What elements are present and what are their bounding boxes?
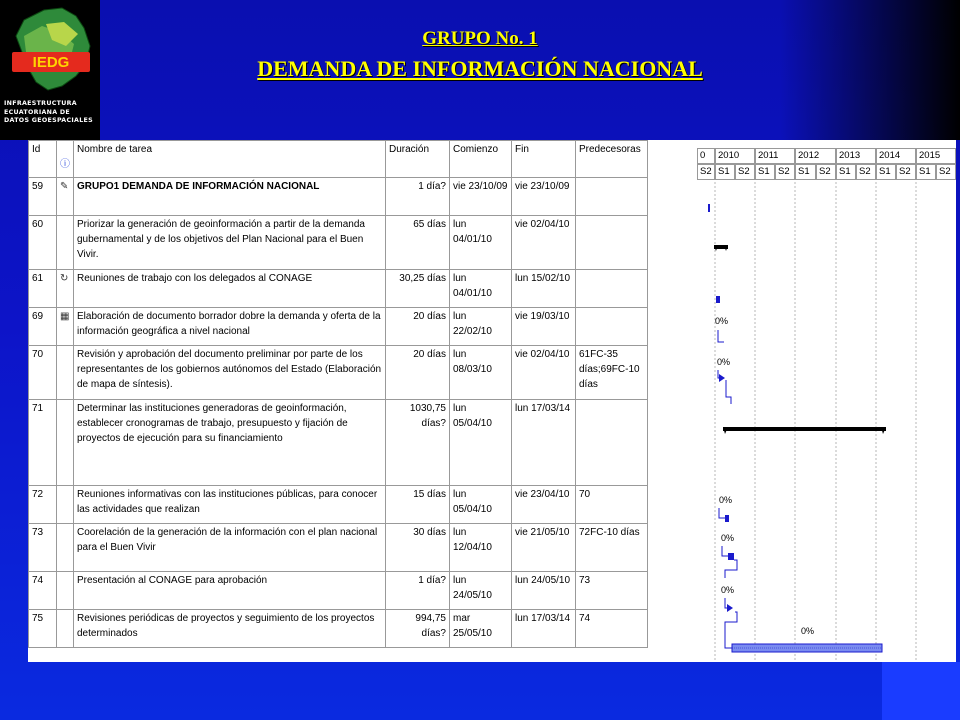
task-name[interactable]: Presentación al CONAGE para aprobación [74,572,386,610]
task-start[interactable]: lun 05/04/10 [450,486,512,524]
half-cell: S1 [836,164,856,180]
progress-label: 0% [801,626,815,636]
task-duration[interactable]: 1 día? [386,572,450,610]
task-duration[interactable]: 1030,75 días? [386,400,450,486]
task-table [28,140,648,648]
progress-label: 0% [719,495,733,505]
task-id: 71 [29,400,57,486]
task-duration[interactable]: 20 días [386,308,450,346]
arrow-head-icon [727,604,733,612]
link-line [726,380,731,404]
link-arrow [718,330,724,342]
table-row[interactable] [29,610,648,648]
note-icon: ✎ [60,181,69,192]
task-start[interactable]: lun 24/05/10 [450,572,512,610]
task-start[interactable]: mar 25/05/10 [450,610,512,648]
progress-label: 0% [715,316,729,326]
year-cell: 2010 [715,148,755,164]
task-start[interactable]: lun 08/03/10 [450,346,512,400]
task-duration[interactable]: 20 días [386,346,450,400]
half-cell: S2 [775,164,795,180]
task-id: 74 [29,572,57,610]
task-start[interactable]: lun 04/01/10 [450,216,512,270]
progress-label: 0% [721,585,735,595]
task-predecessors[interactable]: 72FC-10 días [576,524,648,572]
ecuador-map-icon [6,6,96,92]
gantt-bar-73[interactable] [728,553,734,560]
header-predecessors[interactable]: Predecesoras [576,141,648,178]
timescale-years [697,148,956,164]
logo-letters: IEDG [32,54,70,71]
task-finish[interactable]: lun 24/05/10 [512,572,576,610]
progress-label: 0% [717,357,731,367]
half-cell: S2 [856,164,876,180]
task-predecessors[interactable] [576,178,648,216]
gantt-view [28,140,956,662]
gantt-summary-60[interactable] [714,245,728,251]
task-id: 72 [29,486,57,524]
logo-caption [4,100,98,126]
table-row[interactable] [29,216,648,270]
half-cell: S2 [816,164,836,180]
task-name[interactable]: Priorizar la generación de geoinformación a partir de la demanda gubernamental y de los objetivos del Plan Nacional para el Buen Vivir. [74,216,386,270]
task-finish[interactable]: vie 02/04/10 [512,216,576,270]
recurring-task-icon: ↻ [60,273,69,284]
half-cell: S2 [936,164,956,180]
task-name[interactable]: Reuniones de trabajo con los delegados al CONAGE [74,270,386,308]
task-finish[interactable]: vie 02/04/10 [512,346,576,400]
table-row[interactable] [29,572,648,610]
year-gridlines [715,182,916,662]
gantt-bar-61[interactable] [716,296,720,303]
task-predecessors[interactable]: 74 [576,610,648,648]
table-row[interactable] [29,346,648,400]
year-cell: 2013 [836,148,876,164]
year-cell: 0 [697,148,715,164]
task-predecessors[interactable]: 70 [576,486,648,524]
task-finish[interactable]: vie 23/10/09 [512,178,576,216]
task-id: 75 [29,610,57,648]
half-cell: S2 [735,164,755,180]
header-duration[interactable]: Duración [386,141,450,178]
table-row[interactable] [29,270,648,308]
task-finish[interactable]: lun 17/03/14 [512,610,576,648]
task-name[interactable]: Revisiones periódicas de proyectos y seguimiento de los proyectos determinados [74,610,386,648]
header-start[interactable]: Comienzo [450,141,512,178]
link-arrow [719,508,725,518]
year-cell: 2014 [876,148,916,164]
task-finish[interactable]: vie 19/03/10 [512,308,576,346]
header-finish[interactable]: Fin [512,141,576,178]
task-start[interactable]: lun 12/04/10 [450,524,512,572]
half-cell: S1 [876,164,896,180]
link-line [725,612,737,648]
table-row[interactable] [29,178,648,216]
half-cell: S2 [896,164,916,180]
task-predecessors[interactable] [576,400,648,486]
arrow-head-icon [719,374,725,382]
calendar-icon: ▦ [60,311,70,322]
task-finish[interactable]: vie 21/05/10 [512,524,576,572]
half-cell: S1 [755,164,775,180]
link-line [725,560,737,578]
info-icon: ⓘ [60,159,70,170]
header-task-name[interactable]: Nombre de tarea [74,141,386,178]
task-start[interactable]: lun 22/02/10 [450,308,512,346]
link-arrow [722,546,728,556]
task-name[interactable]: Reuniones informativas con las instituciones públicas, para conocer las actividades que realizan [74,486,386,524]
gantt-timescale [697,148,956,182]
task-duration[interactable]: 65 días [386,216,450,270]
table-row[interactable] [29,524,648,572]
header-indicators[interactable] [57,141,74,178]
task-id: 61 [29,270,57,308]
task-start[interactable]: vie 23/10/09 [450,178,512,216]
task-duration[interactable]: 30 días [386,524,450,572]
task-id: 70 [29,346,57,400]
task-finish[interactable]: lun 17/03/14 [512,400,576,486]
task-id: 59 [29,178,57,216]
table-header-row [29,141,648,178]
task-predecessors[interactable]: 73 [576,572,648,610]
progress-label: 0% [721,533,735,543]
task-duration[interactable]: 1 día? [386,178,450,216]
task-id: 60 [29,216,57,270]
header-id[interactable]: Id [29,141,57,178]
slide-title-line-2: DEMANDA DE INFORMACIÓN NACIONAL [257,56,703,81]
year-cell: 2012 [795,148,836,164]
logo-line-3: DATOS GEOESPACIALES [4,117,93,124]
task-name[interactable]: Coorelación de la generación de la información con el plan nacional para el Buen Vivir [74,524,386,572]
task-duration[interactable]: 30,25 días [386,270,450,308]
logo-line-2: ECUATORIANA DE [4,108,71,116]
table-row[interactable] [29,308,648,346]
task-predecessors[interactable] [576,216,648,270]
task-start[interactable]: lun 04/01/10 [450,270,512,308]
gantt-chart [697,182,956,662]
gantt-milestone-59[interactable] [708,204,710,212]
task-predecessors[interactable] [576,270,648,308]
task-name[interactable]: Revisión y aprobación del documento preliminar por parte de los representantes de los gobiernos autónomos del Estado (Elaboración de mapa de síntesis). [74,346,386,400]
slide-title-line-1: GRUPO No. 1 [422,28,538,49]
task-finish[interactable]: lun 15/02/10 [512,270,576,308]
year-cell: 2011 [755,148,795,164]
task-name[interactable]: Elaboración de documento borrador dobre la demanda y oferta de la información geográfica a nivel nacional [74,308,386,346]
task-id: 73 [29,524,57,572]
half-cell: S2 [697,164,715,180]
task-duration[interactable]: 15 días [386,486,450,524]
half-cell: S1 [715,164,735,180]
timescale-halves [697,164,956,180]
task-name[interactable]: GRUPO1 DEMANDA DE INFORMACIÓN NACIONAL [74,178,386,216]
task-predecessors[interactable]: 61FC-35 días;69FC-10 días [576,346,648,400]
task-finish[interactable]: vie 23/04/10 [512,486,576,524]
gantt-bar-72[interactable] [725,515,729,522]
task-name[interactable]: Determinar las instituciones generadoras de geoinformación, establecer cronogramas de trabajo, presupuesto y fijación de proyectos de ejecución para su financiamiento [74,400,386,486]
half-cell: S1 [795,164,816,180]
task-duration[interactable]: 994,75 días? [386,610,450,648]
task-id: 69 [29,308,57,346]
half-cell: S1 [916,164,936,180]
gantt-summary-71[interactable] [723,427,886,434]
decorative-corner-box [882,662,960,720]
task-start[interactable]: lun 05/04/10 [450,400,512,486]
table-row[interactable] [29,400,648,486]
iedg-logo [0,0,100,140]
logo-line-1: INFRAESTRUCTURA [4,100,77,107]
table-row[interactable] [29,486,648,524]
year-cell: 2015 [916,148,956,164]
task-predecessors[interactable] [576,308,648,346]
